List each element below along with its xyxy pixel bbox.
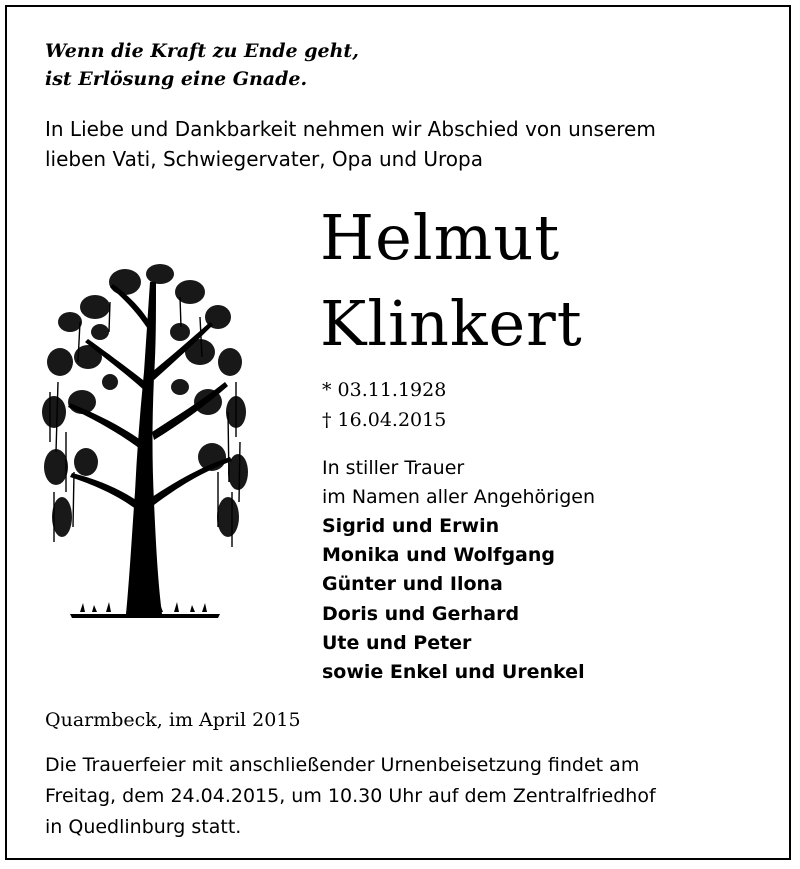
birch-tree-icon — [40, 262, 250, 622]
place-date: Quarmbeck, im April 2015 — [45, 709, 301, 731]
mourner: Günter und Ilona — [322, 573, 503, 596]
mourners-list — [322, 512, 585, 687]
motto-line: Wenn die Kraft zu Ende geht, — [45, 40, 359, 62]
last-name: Klinkert — [320, 287, 583, 360]
funeral-line: Die Trauerfeier mit anschließender Urnenbeisetzung findet am — [45, 754, 640, 776]
funeral-line: in Quedlinburg statt. — [45, 816, 242, 838]
birth-date: * 03.11.1928 — [322, 379, 447, 401]
intro-line: In Liebe und Dankbarkeit nehmen wir Abschied von unserem — [45, 117, 656, 141]
intro-text — [45, 114, 656, 174]
mourner: sowie Enkel und Urenkel — [322, 661, 585, 684]
intro-line: lieben Vati, Schwiegervater, Opa und Uropa — [45, 147, 483, 171]
mourning-line: In stiller Trauer — [322, 457, 465, 479]
deceased-name — [320, 195, 583, 367]
funeral-info — [45, 750, 656, 843]
mourner: Doris und Gerhard — [322, 602, 520, 625]
mourner: Ute und Peter — [322, 631, 472, 654]
motto — [45, 37, 359, 93]
first-name: Helmut — [320, 201, 561, 274]
life-dates — [322, 375, 446, 435]
mourning-line: im Namen aller Angehörigen — [322, 486, 596, 508]
motto-line: ist Erlösung eine Gnade. — [45, 68, 308, 90]
mourner: Sigrid und Erwin — [322, 515, 500, 537]
funeral-line: Freitag, dem 24.04.2015, um 10.30 Uhr auf dem Zentralfriedhof — [45, 785, 656, 807]
mourner: Monika und Wolfgang — [322, 544, 556, 567]
death-date: † 16.04.2015 — [322, 409, 447, 431]
mourning-text — [322, 454, 595, 512]
